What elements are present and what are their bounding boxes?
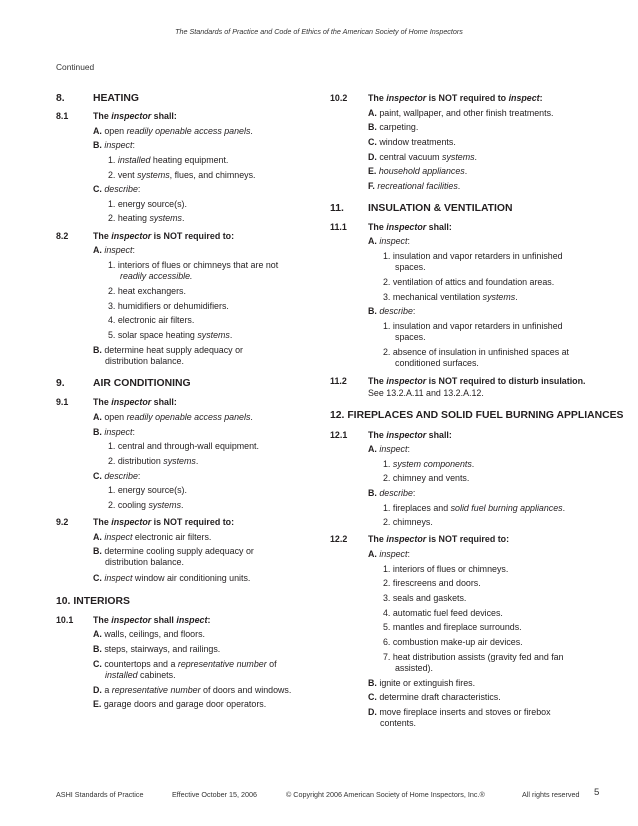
cross-reference: See 13.2.A.11 and 13.2.A.12. bbox=[368, 388, 484, 398]
continued-label: Continued bbox=[56, 62, 95, 72]
section-title: INSULATION & VENTILATION bbox=[368, 203, 513, 214]
list-item: C. describe: bbox=[93, 471, 141, 481]
list-item: B. inspect: bbox=[93, 427, 135, 437]
list-item: B. ignite or extinguish fires. bbox=[368, 678, 476, 688]
list-item: C. window treatments. bbox=[368, 137, 456, 147]
section-title: AIR CONDITIONING bbox=[93, 378, 191, 389]
running-header: The Standards of Practice and Code of Ethics of the American Society of Home Inspectors bbox=[175, 27, 463, 36]
list-item: 3. humidifiers or dehumidifiers. bbox=[108, 301, 229, 311]
list-item: 2. firescreens and doors. bbox=[383, 578, 481, 588]
list-item: 3. mechanical ventilation systems. bbox=[383, 292, 518, 302]
list-item-continuation: installed cabinets. bbox=[105, 670, 176, 680]
subsection-heading: The inspector shall: bbox=[368, 222, 452, 232]
list-item: C. countertops and a representative number of bbox=[93, 659, 277, 669]
list-item: 2. chimney and vents. bbox=[383, 473, 470, 483]
subsection-heading: The inspector is NOT required to: bbox=[93, 517, 235, 527]
subsection-number: 8.2 bbox=[56, 231, 69, 241]
section-number: 11. bbox=[330, 203, 344, 214]
list-item: 1. insulation and vapor retarders in unfinished bbox=[383, 321, 563, 331]
list-item: 6. combustion make-up air devices. bbox=[383, 637, 523, 647]
list-item: 1. interiors of flues or chimneys. bbox=[383, 564, 509, 574]
list-item: 2. heat exchangers. bbox=[108, 286, 186, 296]
list-item-continuation: assisted). bbox=[395, 663, 433, 673]
subsection-heading: The inspector shall: bbox=[93, 397, 177, 407]
list-item: A. open readily openable access panels. bbox=[93, 412, 253, 422]
list-item: 2. ventilation of attics and foundation areas. bbox=[383, 277, 555, 287]
list-item: A. inspect: bbox=[368, 236, 410, 246]
list-item: 1. installed heating equipment. bbox=[108, 155, 229, 165]
list-item: B. inspect: bbox=[93, 140, 135, 150]
list-item: A. inspect: bbox=[368, 444, 410, 454]
list-item: B. describe: bbox=[368, 488, 416, 498]
section-number: 8. bbox=[56, 93, 65, 104]
list-item: 1. fireplaces and solid fuel burning appliances. bbox=[383, 503, 566, 513]
section-title: HEATING bbox=[93, 93, 139, 104]
list-item: F. recreational facilities. bbox=[368, 181, 461, 191]
list-item: 5. solar space heating systems. bbox=[108, 330, 233, 340]
list-item: D. central vacuum systems. bbox=[368, 152, 478, 162]
list-item: 1. interiors of flues or chimneys that are not bbox=[108, 260, 279, 270]
subsection-number: 10.1 bbox=[56, 615, 74, 625]
subsection-heading: The inspector is NOT required to disturb insulation. bbox=[368, 376, 586, 386]
list-item: E. household appliances. bbox=[368, 166, 468, 176]
list-item: 1. system components. bbox=[383, 459, 475, 469]
list-item: 7. heat distribution assists (gravity fed and fan bbox=[383, 652, 564, 662]
list-item-continuation: conditioned surfaces. bbox=[395, 358, 479, 368]
subsection-heading: The inspector shall: bbox=[93, 111, 177, 121]
subsection-number: 11.2 bbox=[330, 376, 347, 386]
list-item: B. steps, stairways, and railings. bbox=[93, 644, 221, 654]
list-item: 2. chimneys. bbox=[383, 517, 433, 527]
subsection-heading: The inspector shall: bbox=[368, 430, 452, 440]
list-item: E. garage doors and garage door operators. bbox=[93, 699, 267, 709]
subsection-heading: The inspector is NOT required to: bbox=[93, 231, 235, 241]
list-item: B. carpeting. bbox=[368, 122, 419, 132]
list-item-continuation: readily accessible. bbox=[120, 271, 193, 281]
footer-rights: All rights reserved bbox=[522, 790, 580, 799]
footer-effective-date: Effective October 15, 2006 bbox=[172, 790, 257, 799]
list-item-continuation: spaces. bbox=[395, 262, 426, 272]
list-item: A. inspect: bbox=[368, 549, 410, 559]
subsection-number: 11.1 bbox=[330, 222, 347, 232]
page-number: 5 bbox=[594, 787, 600, 798]
list-item: A. inspect electronic air filters. bbox=[93, 532, 212, 542]
list-item: 5. mantles and fireplace surrounds. bbox=[383, 622, 522, 632]
list-item: 1. energy source(s). bbox=[108, 199, 187, 209]
subsection-number: 9.2 bbox=[56, 517, 69, 527]
list-item: A. inspect: bbox=[93, 245, 135, 255]
section-number: 9. bbox=[56, 378, 65, 389]
subsection-number: 9.1 bbox=[56, 397, 69, 407]
list-item: C. inspect window air conditioning units. bbox=[93, 573, 251, 583]
list-item: B. determine heat supply adequacy or bbox=[93, 345, 243, 355]
list-item-continuation: distribution balance. bbox=[105, 557, 184, 567]
list-item-continuation: spaces. bbox=[395, 332, 426, 342]
subsection-heading: The inspector is NOT required to: bbox=[368, 534, 510, 544]
list-item: 2. vent systems, flues, and chimneys. bbox=[108, 170, 256, 180]
list-item: 2. absence of insulation in unfinished spaces at bbox=[383, 347, 570, 357]
footer-title: ASHI Standards of Practice bbox=[56, 790, 144, 799]
subsection-heading: The inspector is NOT required to inspect: bbox=[368, 93, 543, 103]
list-item: D. move fireplace inserts and stoves or firebox bbox=[368, 707, 551, 717]
list-item-continuation: contents. bbox=[380, 718, 417, 728]
footer-copyright: © Copyright 2006 American Society of Home Inspectors, Inc.® bbox=[286, 790, 485, 799]
subsection-number: 12.2 bbox=[330, 534, 348, 544]
subsection-heading: The inspector shall inspect: bbox=[93, 615, 211, 625]
list-item: 1. insulation and vapor retarders in unfinished bbox=[383, 251, 563, 261]
list-item-continuation: distribution balance. bbox=[105, 356, 184, 366]
list-item: 2. heating systems. bbox=[108, 213, 185, 223]
list-item: 4. electronic air filters. bbox=[108, 315, 195, 325]
list-item: 4. automatic fuel feed devices. bbox=[383, 608, 503, 618]
list-item: A. open readily openable access panels. bbox=[93, 126, 253, 136]
subsection-number: 10.2 bbox=[330, 93, 348, 103]
section-title: 12. FIREPLACES AND SOLID FUEL BURNING APPLIANCES bbox=[330, 410, 624, 421]
list-item: 1. energy source(s). bbox=[108, 485, 187, 495]
list-item: B. determine cooling supply adequacy or bbox=[93, 546, 254, 556]
list-item: A. paint, wallpaper, and other finish treatments. bbox=[368, 108, 554, 118]
list-item: 2. distribution systems. bbox=[108, 456, 199, 466]
list-item: B. describe: bbox=[368, 306, 416, 316]
list-item: D. a representative number of doors and windows. bbox=[93, 685, 292, 695]
list-item: 1. central and through-wall equipment. bbox=[108, 441, 259, 451]
section-title: 10. INTERIORS bbox=[56, 596, 130, 607]
list-item: 3. seals and gaskets. bbox=[383, 593, 467, 603]
list-item: A. walls, ceilings, and floors. bbox=[93, 629, 205, 639]
list-item: 2. cooling systems. bbox=[108, 500, 184, 510]
subsection-number: 8.1 bbox=[56, 111, 69, 121]
subsection-number: 12.1 bbox=[330, 430, 348, 440]
list-item: C. determine draft characteristics. bbox=[368, 692, 501, 702]
list-item: C. describe: bbox=[93, 184, 141, 194]
